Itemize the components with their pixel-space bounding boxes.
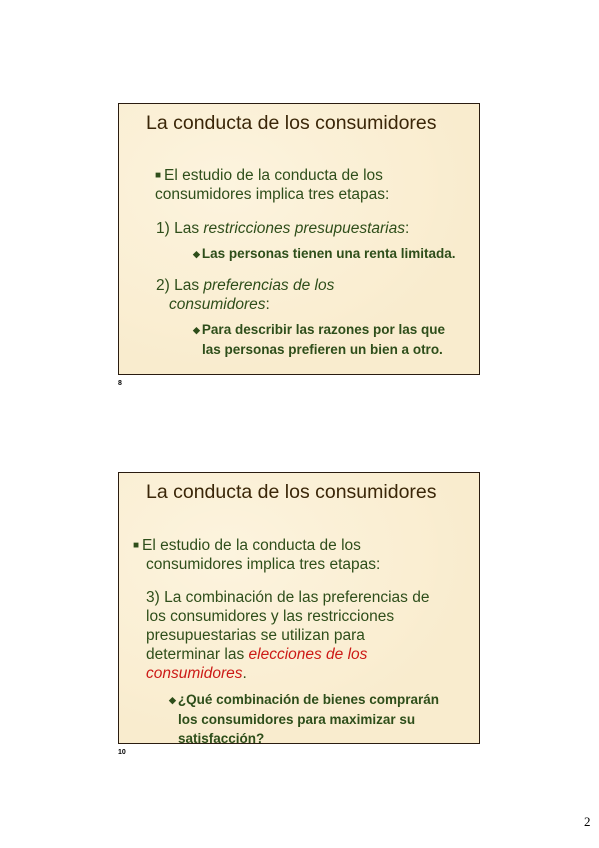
slide-8 — [118, 103, 480, 375]
diamond-bullet-icon: ◆ — [193, 325, 200, 335]
sub-bullet — [193, 320, 445, 359]
item-1 — [156, 219, 409, 238]
slide-10 — [118, 472, 480, 744]
item-3-suffix: . — [242, 665, 247, 682]
item-2 — [156, 276, 334, 314]
diamond-bullet-icon: ◆ — [169, 695, 176, 705]
page-number: 2 — [584, 814, 591, 829]
slide-number: 8 — [118, 380, 122, 387]
item-3-emphasis-line2: consumidores — [146, 665, 243, 682]
bullet-point — [133, 536, 380, 574]
sub-bullet-line2: los consumidores para maximizar su — [178, 712, 416, 727]
item-3-line2: los consumidores y las restricciones — [146, 608, 395, 625]
item-3-line1: 3) La combinación de las preferencias de — [146, 589, 430, 606]
bullet-point — [155, 166, 455, 204]
item-3 — [146, 588, 429, 683]
sub-bullet-line1: ¿Qué combinación de bienes comprarán — [177, 692, 439, 707]
item-1-suffix: : — [404, 220, 410, 237]
sub-bullet — [193, 244, 456, 264]
item-3-line3: presupuestarias se utilizan para — [146, 627, 365, 644]
square-bullet-icon: ■ — [133, 540, 140, 551]
item-1-prefix: 1) Las — [156, 220, 204, 237]
square-bullet-icon: ■ — [155, 170, 162, 181]
diamond-bullet-icon: ◆ — [193, 249, 200, 259]
item-1-emphasis: restricciones presupuestarias — [203, 220, 405, 237]
bullet-line2: consumidores implica tres etapas: — [146, 556, 381, 573]
item-2-suffix: : — [265, 296, 270, 313]
sub-bullet-line2: las personas prefieren un bien a otro. — [202, 342, 443, 357]
item-3-emphasis-line1: elecciones de los — [248, 646, 368, 663]
sub-bullet-text: Las personas tienen una renta limitada. — [201, 246, 456, 261]
sub-bullet-line1: Para describir las razones por las que — [201, 322, 446, 337]
sub-bullet-line3: satisfacción? — [178, 731, 265, 746]
item-2-emphasis-line2: consumidores — [169, 296, 266, 313]
sub-bullet — [169, 690, 439, 748]
slide-title: La conducta de los consumidores — [146, 112, 437, 134]
slide-title: La conducta de los consumidores — [146, 481, 437, 503]
item-2-prefix: 2) Las — [156, 277, 204, 294]
bullet-text: El estudio de la conducta de los consumidores implica tres etapas: — [155, 167, 390, 203]
item-3-line4: determinar las — [146, 646, 249, 663]
slide-number: 10 — [118, 749, 126, 756]
bullet-line1: El estudio de la conducta de los — [142, 537, 361, 554]
item-2-emphasis-line1: preferencias de los — [203, 277, 335, 294]
